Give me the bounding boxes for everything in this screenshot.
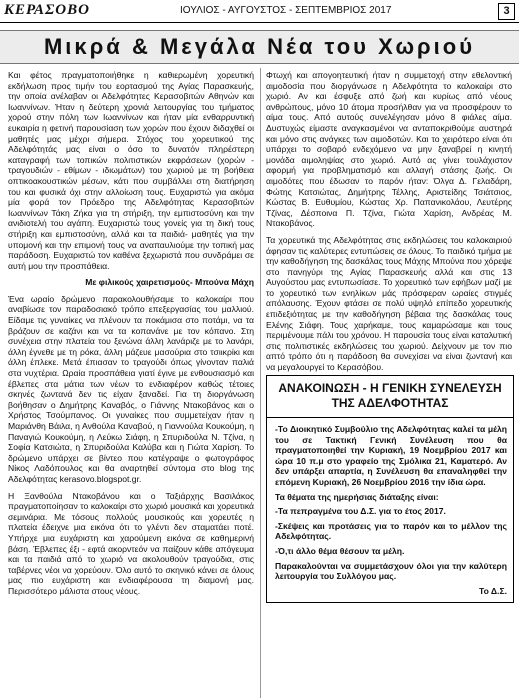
left-column [8,70,254,603]
seminar-article: Η Ξανθούλα Ντακοβάνου και ο Ταξιάρχης Βασιλάκος πραγματοποίησαν το καλοκαίρι στο χωριό μουσικά και χορευτικά σεμινάρια. Με τόσους πολλούς μουσικούς και χορευτές η πλατεία έδειχνε μια εικόνα ότι το γλέντι δεν σταματάει ποτέ. Υπήρχε μια ευχάριστη και χαρούμενη εικόνα σε καθημερινή βάση. Έβλεπες έξι - εφτά ακορντεόν να παίζουν κάθε απόγευμα και τα παιδιά από το χωριό να ακολουθούν τραγούδια, στις ταβέρνες νέοι να χορεύουν. Όλο αυτό το σκηνικό κάνει σε όλους μας πιο ευχάριστη και ενδιαφέρουσα τη διαμονή μας. Περισσότερο μάλιστα στους νέους. [8,490,254,596]
dance-signature: Με φιλικούς χαιρετισμούς- Μπούνα Μάχη [85,277,254,288]
issue-date: ΙΟΥΛΙΟΣ - ΑΥΓΟΥΣΤΟΣ - ΣΕΠΤΕΜΒΡΙΟΣ 2017 [180,5,392,16]
dance-groups-article: Τα χορευτικά της Αδελφότητας στις εκδηλώσεις του καλοκαιριού άφησαν τις καλύτερες εντυπώσεις σε όλους. Το παιδικό τμήμα με την καθοδήγηση της δασκάλας τους Μάχης Μπούνα που χόρεψε στο πανηγύρι της Αγίας Παρασκευής αλλά και στις 13 Αυγούστου μας εντυπωσίασε. Το χορευτικό των εφήβων μαζί με το χορευτικό των ενηλίκων μάς πρόσφεραν ωραίες στιγμές απόλαυσης. Έχουν φτάσει σε πολύ υψηλό επίπεδο χορευτικής επιδεξιότητας με την καθοδήγηση βέβαια της δασκάλας τους Ελένης Σιάφη. Τους χαρήκαμε, τους καμαρώσαμε και τους περιμένουμε πάλι του χρόνου. Η παρουσία τους είναι καταλυτική στις πολιτιστικές εκδηλώσεις του χωριού. Δείχνουν με τον πιο απτό τρόπο ότι η παράδοση θα συνεχίσει να είναι ζωντανή και να μεγαλουργεί το Κερασόβου. [266,234,513,373]
announcement-body [267,418,513,602]
right-column [266,70,512,379]
agenda-item: -Τα πεπραγμένα του Δ.Σ. για το έτος 2017. [275,506,446,517]
announcement-heading: ΑΝΑΚΟΙΝΩΣΗ - Η ΓΕΝΙΚΗ ΣΥΝΕΛΕΥΣΗ ΤΗΣ ΑΔΕΛΦΟΤΗΤΑΣ [267,376,513,418]
newspaper-logo: ΚΕΡΑΣΟΒΟ [4,2,90,18]
blood-donation-article: Φτωχή και απογοητευτική ήταν η συμμετοχή στην εθελοντική αιμοδοσία που διοργάνωσε η Αδελφότητα το καλοκαίρι στο χωριό. Αν και έσφυξε από ζωή και κυρίως από νέους ανθρώπους, μόνο 10 άτομα προσήλθαν για να προσφέρουν το αίμα τους. Από αυτούς συνελέγησαν μόνο 8 φιάλες αίμα. Δυστυχώς είμαστε αναγκασμένοι να ανταποκριθούμε αυστηρά και μόνο στις ανάγκες των αιμοδοτών. Και το χειρότερο είναι ότι υπάρχει το σοβαρό ενδεχόμενο να μην ξαναβρεί η κινητή μονάδα αιμοληψίας στο χωριό. Αυτό ας γίνει τουλάχιστον αφορμή για προβληματισμό και αλλαγή στάσης ζωής. Οι αιμοδότες που έδωσαν το παρόν ήταν: Όλγα Δ. Γελαδάρη, Φώτης Κατσιώτας, Δημήτρης Τέλλης, Αριστείδης Τσιάτσιος, Κώστας Β. Ευθυμίου, Κώστας Χρ. Παπανικολάου, Λευτέρης Τζίνας, Δέσποινα Π. Τζίνα, Γιώτα Χαρίση, Ανδρέας Μ. Ντακοβάνος. [266,70,512,229]
announcement-closing: Παρακαλούνται να συμμετάσχουν όλοι για την καλύτερη λειτουργία του Συλλόγου μας. [275,560,507,582]
agenda-item: -Ό,τι άλλο θέμα θέσουν τα μέλη. [275,545,405,556]
column-divider [260,68,261,698]
page-title: Μικρά & Μεγάλα Νέα του Χωριού [43,34,476,59]
wool-article: Ένα ωραίο δρώμενο παρακολουθήσαμε το καλοκαίρι που αναβίωσε τον παραδοσιακό τρόπο επεξεργασίας του μαλλιού. Είδαμε τις γυναίκες να πλένουν τα ποκάμισα στο ποτάμι, να τα βράζουν σε καζάνι και να τα κοπανάνε με τον κόπανο. Στη συνέχεια στην πλατεία του ξενώνα άλλη λανάριζε με το λανάρι, άλλη έγνεθε με τη ρόκα, άλλη μάζευε μασούρια στο τσιικρίκι και άλλη έπλεκε. Μετά έπιασαν το τραγούδι όπως γίνονταν παλιά στα νυχτέρια. Ωραία προσπάθεια γιατί έγινε με ενθουσιασμό και έβλεπες στα μάτια των νέων το ενδιαφέρον καθώς τέτοιες σκηνές ζωντανά δεν τις είχαν ξαναδεί. Για τη διοργάνωση βοήθησαν ο Δημήτρης Καναβός, ο Γιάννης Ντακοβάνος και ο Χρήστος Τσούμπανος. Οι γυναίκες που συμμετείχαν ήταν η Μαριάνθη Βάιλα, η Ανθούλα Καναβού, η Γιαννούλα Κουκούμη, η Παναγιώ Κουκούμη, η Λεύκω Σιάφη, η Σπυριδούλα Ν. Τζίνα, η Σοφία Κατσιώτα, η Σπυριδούλα Καλύβα και η Γιώτα Χαρίση. Το δρώμενο υπάρχει σε βίντεο που κατέγραψε ο φωτογράφος Νίκος Λαδόπουλος και θα αναρτηθεί σύντομα στο blog της Αδελφότητας kerasovo.blogspot.gr. [8,293,254,484]
page-number: 3 [498,3,515,20]
announcement-text: -Το Διοικητικό Συμβούλιο της Αδελφότητας καλεί τα μέλη του σε Τακτική Γενική Συνέλευση που θα πραγματοποιηθεί την Κυριακή, 19 Νοεμβρίου 2017 και ώρα 10 π.μ στο γραφείο της Σμόλικα 21, Καματερό. Αν δεν υπάρξει απαρτία, η Συνέλευση θα επαναληφθεί την επόμενη Κυριακή, 26 Νοεμβρίου 2016 την ίδια ώρα. [275,424,507,487]
page-header [0,0,519,23]
agenda-item: -Σκέψεις και προτάσεις για το παρόν και το μέλλον της Αδελφότητας. [275,520,507,542]
announcement-signature: Το Δ.Σ. [478,585,507,596]
agenda-title: Τα θέματα της ημερήσιας διάταξης είναι: [275,491,439,502]
title-bar [0,30,519,64]
dance-article: Και φέτος πραγματοποιήθηκε η καθιερωμένη χορευτική εκδήλωση προς τιμήν του εορτασμού της Αγίας Παρασκευής, την οποία ανέλαβαν οι Αδελφότητες Κερασοβιτών Αθηνών και Ιωαννίνων. Ήταν η δεύτερη χρονιά λειτουργίας του τμήματος χορού στην πόλη των Ιωαννίνων και ήταν μία ενθαρρυντική ευκαιρία η φετινή παρουσίαση των χορών που έχουν διδαχθεί οι μαθητές μας μέχρι σήμερα. Στόχος του χορευτικού της Αδελφότητάς μας είναι ο όσο το δυνατόν πληρέστερη καταγραφή των τοπικών πολιτιστικών εκφράσεων (χορών - τραγουδιών - εθίμων - ιδιωμάτων) του χωριού με τη βοήθεια οπτικοακουστικών μέσων, κάτι που συμβάλλει στη διατήρηση του και φυσικά όχι στην αλλοίωση τους. Ευχαριστώ για ακόμα μία φορά τον Πρόεδρο της Αδελφότητας Κερασοβιτών Ιωαννίνων Τάκη Ζήκα για τη στήριξη, την εμπιστοσύνη και την ανιδιοτελή του αγάπη. Ευχαριστώ τους γονείς για τη δική τους στήριξη και εμπιστοσύνη, αλλά και τα παιδιά- μαθητές για την υπομονή και την επιμονή τους να αναπαυλιούμε την τοπική μας παράδοση. Ευχαριστώ τον καθένα ξεχωριστά που συνδράμει σε αυτή μου την προσπάθεια. [8,70,254,271]
announcement-box [266,375,514,603]
